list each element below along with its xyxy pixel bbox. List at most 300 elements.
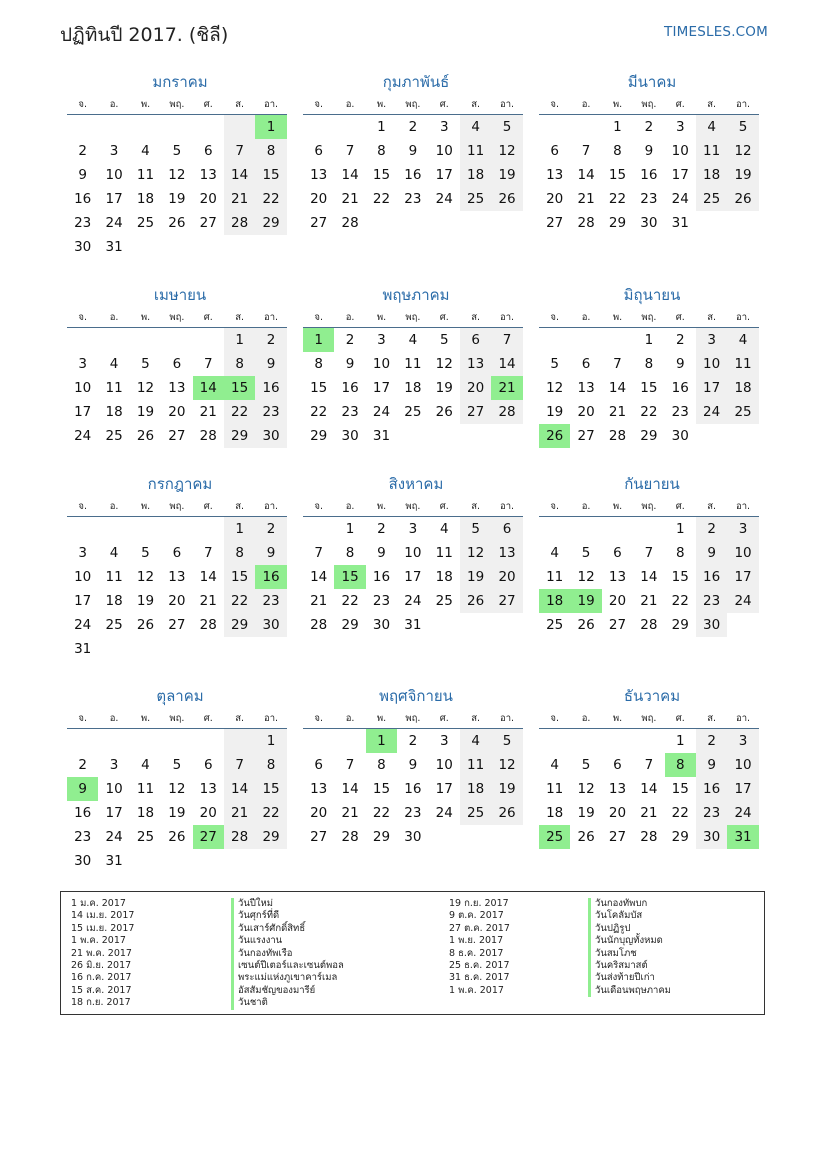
week-row xyxy=(303,541,523,565)
day-cell: 17 xyxy=(105,191,123,207)
day-cell: 22 xyxy=(255,801,286,825)
empty-day-cell xyxy=(161,517,192,541)
day-cell: 18 xyxy=(460,163,491,187)
weekday-label: อา. xyxy=(500,312,515,323)
day-cell: 14 xyxy=(640,781,658,797)
day-cell: 6 xyxy=(172,545,182,561)
day-cell: 1 xyxy=(613,119,622,135)
day-cell: 17 xyxy=(404,569,422,585)
day-cell: 31 xyxy=(727,825,758,849)
week-row xyxy=(67,424,287,448)
day-cell: 15 xyxy=(372,781,391,797)
month-name: ตุลาคม xyxy=(156,687,204,705)
day-cell: 8 xyxy=(644,356,654,372)
day-cell: 12 xyxy=(136,569,155,585)
day-cell: 3 xyxy=(377,332,386,348)
weekday-header-row xyxy=(303,96,523,115)
empty-day-cell xyxy=(491,825,522,849)
week-row xyxy=(539,541,759,565)
week-row xyxy=(303,139,523,163)
day-cell: 27 xyxy=(310,215,328,231)
day-cell: 31 xyxy=(105,239,123,255)
day-cell: 12 xyxy=(168,167,186,183)
day-cell: 19 xyxy=(136,593,155,609)
day-cell: 29 xyxy=(255,211,286,235)
holiday-date: 1 พ.ค. 2017 xyxy=(449,984,504,996)
day-cell: 7 xyxy=(224,753,255,777)
weekday-label: ส. xyxy=(471,713,481,724)
day-cell: 5 xyxy=(550,356,559,372)
day-cell: 19 xyxy=(435,380,453,396)
weekday-label: อ. xyxy=(581,501,591,512)
weekday-label: พฤ. xyxy=(641,99,657,110)
holiday-date: 26 มิ.ย. 2017 xyxy=(71,959,132,971)
day-cell: 28 xyxy=(608,428,627,444)
day-cell: 11 xyxy=(460,753,491,777)
day-cell: 13 xyxy=(310,781,328,797)
holiday-name: วันปีใหม่ xyxy=(231,898,344,910)
day-cell: 10 xyxy=(105,167,123,183)
day-cell: 13 xyxy=(310,167,328,183)
day-cell: 6 xyxy=(613,545,622,561)
month-name: กรกฎาคม xyxy=(147,475,213,493)
holiday-date: 27 ต.ค. 2017 xyxy=(449,922,510,934)
holiday-name: เซนต์ปีเตอร์และเซนต์พอล xyxy=(231,960,344,972)
day-cell: 2 xyxy=(78,757,87,773)
week-row xyxy=(539,352,759,376)
day-cell: 26 xyxy=(539,424,570,448)
weekday-label: จ. xyxy=(314,312,323,323)
day-cell: 21 xyxy=(199,404,217,420)
day-cell: 30 xyxy=(696,825,727,849)
day-cell: 15 xyxy=(224,376,255,400)
day-cell: 5 xyxy=(581,757,591,773)
day-cell: 30 xyxy=(696,613,727,637)
day-cell: 2 xyxy=(408,119,418,135)
day-cell: 25 xyxy=(435,593,453,609)
day-cell: 5 xyxy=(141,356,150,372)
empty-day-cell xyxy=(633,729,664,753)
day-cell: 4 xyxy=(550,757,559,773)
week-row xyxy=(67,400,287,424)
weekday-label: จ. xyxy=(314,713,323,724)
week-row xyxy=(303,777,523,801)
empty-day-cell xyxy=(130,849,161,873)
day-cell: 23 xyxy=(341,404,359,420)
weekday-label: ศ. xyxy=(203,312,213,323)
day-cell: 21 xyxy=(608,404,627,420)
day-cell: 19 xyxy=(168,191,186,207)
month-calendar xyxy=(539,285,759,448)
holiday-date: 25 ธ.ค. 2017 xyxy=(449,959,510,971)
day-cell: 21 xyxy=(577,191,595,207)
empty-day-cell xyxy=(491,424,522,448)
day-cell: 30 xyxy=(671,428,689,444)
day-cell: 16 xyxy=(404,781,422,797)
weekday-label: จ. xyxy=(550,501,559,512)
day-cell: 28 xyxy=(341,215,359,231)
day-cell: 25 xyxy=(105,617,123,633)
day-cell: 14 xyxy=(608,380,627,396)
day-cell: 20 xyxy=(577,404,595,420)
day-cell: 14 xyxy=(224,163,255,187)
empty-day-cell xyxy=(98,115,129,139)
day-cell: 5 xyxy=(491,115,522,139)
day-cell: 14 xyxy=(310,569,328,585)
week-row xyxy=(67,753,287,777)
weekday-label: ส. xyxy=(707,312,717,323)
day-cell: 20 xyxy=(168,593,186,609)
holiday-names-right xyxy=(588,898,671,997)
day-cell: 30 xyxy=(640,215,658,231)
day-cell: 6 xyxy=(203,757,213,773)
day-cell: 15 xyxy=(334,565,365,589)
empty-day-cell xyxy=(67,115,98,139)
empty-day-cell xyxy=(696,424,727,448)
empty-day-cell xyxy=(727,613,758,637)
empty-day-cell xyxy=(539,517,570,541)
day-cell: 29 xyxy=(224,613,255,637)
week-row xyxy=(67,376,287,400)
day-cell: 31 xyxy=(404,617,422,633)
day-cell: 9 xyxy=(78,167,87,183)
holiday-date: 18 ก.ย. 2017 xyxy=(71,997,131,1009)
holiday-name: วันกองทัพบก xyxy=(588,898,671,910)
weekday-label: ศ. xyxy=(675,99,685,110)
weekday-label: อา. xyxy=(736,99,751,110)
day-cell: 19 xyxy=(136,404,155,420)
weekday-label: ส. xyxy=(471,99,481,110)
weekday-label: พฤ. xyxy=(641,713,657,724)
day-cell: 18 xyxy=(136,805,155,821)
day-cell: 4 xyxy=(439,521,449,537)
day-cell: 13 xyxy=(168,569,186,585)
day-cell: 14 xyxy=(491,352,522,376)
day-cell: 5 xyxy=(491,729,522,753)
empty-day-cell xyxy=(224,235,255,259)
day-cell: 10 xyxy=(74,569,92,585)
day-cell: 31 xyxy=(671,215,689,231)
week-row xyxy=(303,424,523,448)
weekday-label: ส. xyxy=(235,312,245,323)
day-cell: 25 xyxy=(546,617,564,633)
empty-day-cell xyxy=(429,613,460,637)
day-cell: 1 xyxy=(303,328,334,352)
holiday-name: วันเดือนพฤษภาคม xyxy=(588,985,671,997)
day-cell: 8 xyxy=(675,545,685,561)
week-row xyxy=(539,139,759,163)
weekday-label: ส. xyxy=(707,713,717,724)
week-row xyxy=(67,139,287,163)
day-cell: 19 xyxy=(460,565,491,589)
week-row xyxy=(539,589,759,613)
day-cell: 7 xyxy=(203,356,213,372)
empty-day-cell xyxy=(98,517,129,541)
day-cell: 23 xyxy=(671,404,689,420)
day-cell: 11 xyxy=(727,352,758,376)
day-cell: 11 xyxy=(696,139,727,163)
day-cell: 15 xyxy=(310,380,328,396)
day-cell: 27 xyxy=(608,617,627,633)
day-cell: 9 xyxy=(675,356,685,372)
day-cell: 19 xyxy=(546,404,564,420)
day-cell: 10 xyxy=(727,541,758,565)
holiday-name: วันกองทัพเรือ xyxy=(231,948,344,960)
day-cell: 29 xyxy=(255,825,286,849)
day-cell: 16 xyxy=(640,167,658,183)
day-cell: 13 xyxy=(608,569,627,585)
day-cell: 13 xyxy=(608,781,627,797)
day-cell: 12 xyxy=(435,356,453,372)
empty-day-cell xyxy=(161,849,192,873)
holiday-date: 1 พ.ค. 2017 xyxy=(71,935,126,947)
month-name: มกราคม xyxy=(152,73,208,91)
weekday-label: พ. xyxy=(612,501,623,512)
weekday-label: จ. xyxy=(78,501,87,512)
day-cell: 3 xyxy=(78,356,87,372)
day-cell: 12 xyxy=(546,380,564,396)
weekday-header-row xyxy=(67,498,287,517)
day-cell: 8 xyxy=(377,143,386,159)
day-cell: 25 xyxy=(136,829,155,845)
empty-day-cell xyxy=(429,211,460,235)
weekday-label: อา. xyxy=(736,501,751,512)
day-cell: 14 xyxy=(193,376,224,400)
month-name: มีนาคม xyxy=(627,73,677,91)
day-cell: 28 xyxy=(341,829,359,845)
day-cell: 27 xyxy=(491,589,522,613)
weekday-label: จ. xyxy=(550,99,559,110)
day-cell: 15 xyxy=(372,167,391,183)
holiday-date: 21 พ.ค. 2017 xyxy=(71,947,132,959)
day-cell: 30 xyxy=(255,424,286,448)
day-cell: 11 xyxy=(105,569,123,585)
empty-day-cell xyxy=(539,328,570,352)
day-cell: 26 xyxy=(577,617,595,633)
day-cell: 20 xyxy=(608,593,627,609)
day-cell: 3 xyxy=(675,119,685,135)
day-cell: 1 xyxy=(675,521,685,537)
day-cell: 9 xyxy=(255,352,286,376)
day-cell: 20 xyxy=(199,191,217,207)
empty-day-cell xyxy=(303,729,334,753)
day-cell: 27 xyxy=(193,825,224,849)
week-row xyxy=(67,517,287,541)
empty-day-cell xyxy=(727,424,758,448)
day-cell: 17 xyxy=(74,404,92,420)
day-cell: 7 xyxy=(345,143,355,159)
day-cell: 29 xyxy=(671,829,689,845)
day-cell: 25 xyxy=(696,187,727,211)
week-row xyxy=(303,825,523,849)
weekday-label: พ. xyxy=(612,713,623,724)
day-cell: 5 xyxy=(141,545,150,561)
day-cell: 19 xyxy=(577,805,595,821)
holiday-date: 8 ธ.ค. 2017 xyxy=(449,947,504,959)
day-cell: 19 xyxy=(491,163,522,187)
day-cell: 10 xyxy=(372,356,391,372)
day-cell: 18 xyxy=(696,163,727,187)
day-cell: 29 xyxy=(372,829,391,845)
holiday-dates-right xyxy=(449,898,510,997)
week-row xyxy=(539,565,759,589)
week-row xyxy=(67,825,287,849)
day-cell: 1 xyxy=(675,733,685,749)
weekday-label: อ. xyxy=(345,99,355,110)
weekday-label: ศ. xyxy=(203,501,213,512)
day-cell: 17 xyxy=(727,777,758,801)
week-row xyxy=(303,801,523,825)
day-cell: 11 xyxy=(546,781,564,797)
empty-day-cell xyxy=(98,328,129,352)
empty-day-cell xyxy=(255,637,286,661)
weekday-label: จ. xyxy=(78,99,87,110)
day-cell: 27 xyxy=(577,428,595,444)
month-calendar xyxy=(67,474,287,661)
weekday-label: อา. xyxy=(736,312,751,323)
empty-day-cell xyxy=(570,729,601,753)
day-cell: 1 xyxy=(644,332,654,348)
day-cell: 4 xyxy=(460,115,491,139)
week-row xyxy=(539,424,759,448)
weekday-label: อา. xyxy=(264,713,279,724)
day-cell: 16 xyxy=(341,380,359,396)
day-cell: 21 xyxy=(640,805,658,821)
day-cell: 11 xyxy=(546,569,564,585)
day-cell: 6 xyxy=(491,517,522,541)
weekday-label: ศ. xyxy=(203,713,213,724)
day-cell: 16 xyxy=(74,805,92,821)
weekday-label: พ. xyxy=(140,501,151,512)
day-cell: 4 xyxy=(696,115,727,139)
empty-day-cell xyxy=(696,211,727,235)
day-cell: 26 xyxy=(460,589,491,613)
day-cell: 5 xyxy=(460,517,491,541)
week-row xyxy=(303,565,523,589)
weekday-label: อ. xyxy=(109,312,119,323)
day-cell: 9 xyxy=(377,545,386,561)
weekday-label: อ. xyxy=(109,713,119,724)
week-row xyxy=(539,801,759,825)
empty-day-cell xyxy=(570,115,601,139)
day-cell: 19 xyxy=(491,777,522,801)
day-cell: 1 xyxy=(366,729,397,753)
day-cell: 4 xyxy=(109,356,119,372)
weekday-label: อา. xyxy=(264,99,279,110)
weekday-header-row xyxy=(303,710,523,729)
day-cell: 11 xyxy=(136,781,155,797)
weekday-label: อา. xyxy=(264,501,279,512)
day-cell: 7 xyxy=(203,545,213,561)
day-cell: 18 xyxy=(105,593,123,609)
day-cell: 4 xyxy=(109,545,119,561)
week-row xyxy=(67,328,287,352)
day-cell: 13 xyxy=(168,380,186,396)
empty-day-cell xyxy=(633,517,664,541)
day-cell: 26 xyxy=(491,801,522,825)
day-cell: 6 xyxy=(460,328,491,352)
holiday-names-left xyxy=(231,898,344,1010)
site-link[interactable]: TIMESLES.COM xyxy=(664,24,768,40)
month-name: เมษายน xyxy=(153,286,207,304)
day-cell: 27 xyxy=(168,428,186,444)
week-row xyxy=(67,541,287,565)
empty-day-cell xyxy=(67,729,98,753)
day-cell: 6 xyxy=(613,757,622,773)
weekday-label: ส. xyxy=(235,501,245,512)
holiday-name: วันแรงงาน xyxy=(231,935,344,947)
day-cell: 26 xyxy=(136,617,155,633)
holiday-name: วันส่งท้ายปีเก่า xyxy=(588,972,671,984)
weekday-label: พฤ. xyxy=(169,99,185,110)
empty-day-cell xyxy=(539,729,570,753)
day-cell: 17 xyxy=(696,376,727,400)
weekday-label: พฤ. xyxy=(405,501,421,512)
weekday-label: ศ. xyxy=(439,713,449,724)
empty-day-cell xyxy=(224,849,255,873)
weekday-label: พฤ. xyxy=(405,99,421,110)
day-cell: 2 xyxy=(377,521,386,537)
day-cell: 24 xyxy=(696,400,727,424)
week-row xyxy=(303,328,523,352)
day-cell: 21 xyxy=(341,805,359,821)
weekday-label: ส. xyxy=(235,713,245,724)
day-cell: 13 xyxy=(460,352,491,376)
day-cell: 26 xyxy=(136,428,155,444)
day-cell: 4 xyxy=(727,328,758,352)
week-row xyxy=(539,777,759,801)
day-cell: 10 xyxy=(435,143,453,159)
day-cell: 17 xyxy=(435,167,453,183)
day-cell: 28 xyxy=(199,428,217,444)
empty-day-cell xyxy=(193,637,224,661)
day-cell: 11 xyxy=(460,139,491,163)
empty-day-cell xyxy=(224,637,255,661)
day-cell: 11 xyxy=(435,545,453,561)
holiday-name: วันโคลัมบัส xyxy=(588,910,671,922)
weekday-label: ส. xyxy=(707,99,717,110)
weekday-label: พฤ. xyxy=(169,713,185,724)
day-cell: 19 xyxy=(570,589,601,613)
day-cell: 16 xyxy=(372,569,391,585)
day-cell: 7 xyxy=(345,757,355,773)
day-cell: 8 xyxy=(224,541,255,565)
week-row xyxy=(539,187,759,211)
week-row xyxy=(67,163,287,187)
empty-day-cell xyxy=(98,637,129,661)
day-cell: 28 xyxy=(640,829,658,845)
day-cell: 18 xyxy=(105,404,123,420)
holiday-name: วันเสาร์ศักดิ์สิทธิ์ xyxy=(231,923,344,935)
day-cell: 7 xyxy=(581,143,591,159)
empty-day-cell xyxy=(460,211,491,235)
day-cell: 1 xyxy=(224,517,255,541)
day-cell: 29 xyxy=(341,617,359,633)
day-cell: 24 xyxy=(435,805,453,821)
empty-day-cell xyxy=(224,115,255,139)
day-cell: 24 xyxy=(404,593,422,609)
weekday-label: จ. xyxy=(78,713,87,724)
weekday-label: พฤ. xyxy=(169,501,185,512)
week-row xyxy=(67,211,287,235)
day-cell: 23 xyxy=(404,191,422,207)
week-row xyxy=(67,565,287,589)
day-cell: 1 xyxy=(377,119,386,135)
day-cell: 3 xyxy=(78,545,87,561)
day-cell: 26 xyxy=(435,404,453,420)
week-row xyxy=(67,235,287,259)
day-cell: 10 xyxy=(727,753,758,777)
